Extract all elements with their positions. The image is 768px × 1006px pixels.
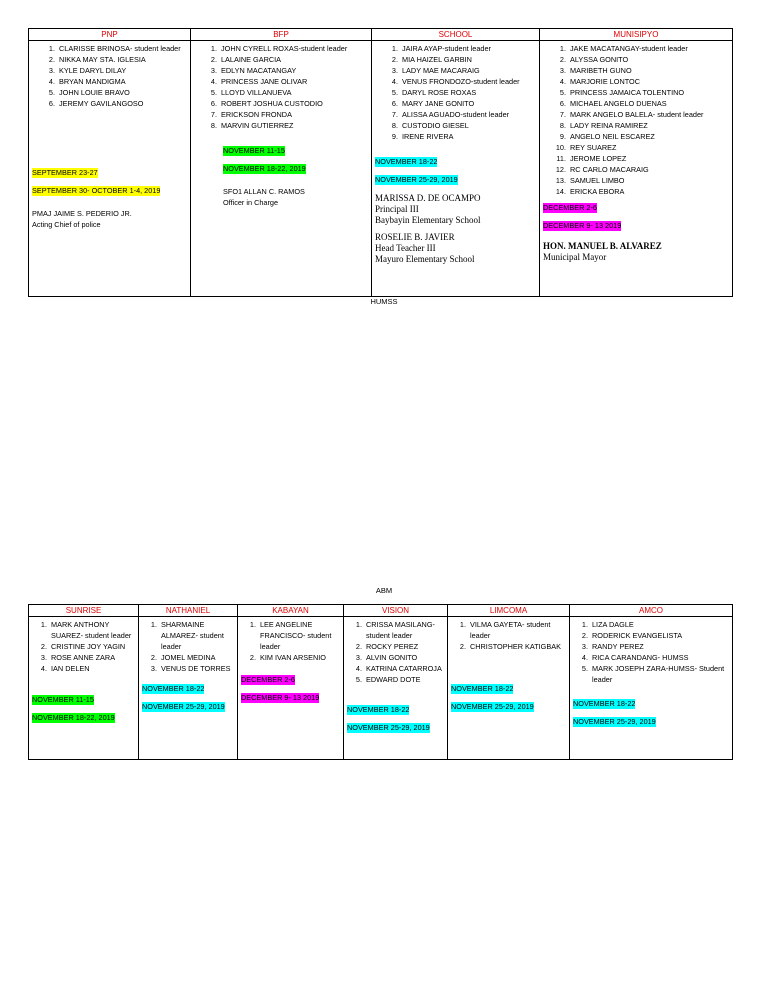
list-item: 6. MARY JANE GONITO <box>391 99 475 108</box>
vision-date-2: NOVEMBER 25-29, 2019 <box>347 723 430 732</box>
list-item: 13. SAMUEL LIMBO <box>555 176 625 185</box>
list-item: 7. MARK ANGELO BALELA- student leader <box>559 110 704 119</box>
sunrise-date-2: NOVEMBER 18-22, 2019 <box>32 713 115 722</box>
list-item: 3. ALVIN GONITO <box>355 653 418 662</box>
pnp-member-list <box>29 43 190 109</box>
nathaniel-member-list <box>139 619 237 674</box>
list-item: 2. CRISTINE JOY YAGIN <box>40 642 126 651</box>
list-item: 3. KYLE DARYL DILAY <box>48 66 127 75</box>
list-item: 6. MICHAEL ANGELO DUENAS <box>559 99 667 108</box>
list-item: 4. MARJORIE LONTOC <box>559 77 641 86</box>
school-member-list <box>372 43 539 142</box>
list-item: 1. JAKE MACATANGAY-student leader <box>559 44 688 53</box>
limcoma-date-2: NOVEMBER 25-29, 2019 <box>451 702 534 711</box>
list-item: 6. JEREMY GAVILANGOSO <box>48 99 144 108</box>
list-item: 3. EDLYN MACATANGAY <box>210 66 297 75</box>
cell-vision <box>344 617 448 760</box>
list-item: 2. RODERICK EVANGELISTA <box>581 631 683 640</box>
list-item: 5. DARYL ROSE ROXAS <box>391 88 477 97</box>
amco-member-list <box>570 619 732 685</box>
list-item: 12. RC CARLO MACARAIG <box>555 165 649 174</box>
list-item: 1. CLARISSE BRINOSA- student leader <box>48 44 181 53</box>
list-item: 1. LIZA DAGLE <box>581 620 634 629</box>
bfp-date-1: NOVEMBER 11-15 <box>223 146 285 155</box>
list-item: 8. MARVIN GUTIERREZ <box>210 121 294 130</box>
list-item: 3. MARIBETH GUNO <box>559 66 632 75</box>
list-item: 4. IAN DELEN <box>40 664 90 673</box>
list-item: 8. CUSTODIO GIESEL <box>391 121 469 130</box>
list-item: 2. JOMEL MEDINA <box>150 653 216 662</box>
school-date-2: NOVEMBER 25-29, 2019 <box>375 175 458 184</box>
list-item: 3. LADY MAE MACARAIG <box>391 66 480 75</box>
list-item: 2. NIKKA MAY STA. IGLESIA <box>48 55 146 64</box>
munisipyo-date-1: DECEMBER 2-6 <box>543 203 597 212</box>
school-date-1: NOVEMBER 18-22 <box>375 157 438 166</box>
pnp-date-2: SEPTEMBER 30- OCTOBER 1-4, 2019 <box>32 186 161 195</box>
mayor-name: HON. MANUEL B. ALVAREZ <box>543 241 662 251</box>
pnp-officer-title: Acting Chief of police <box>32 220 101 229</box>
amco-date-1: NOVEMBER 18-22 <box>573 699 636 708</box>
list-item: 2. ROCKY PEREZ <box>355 642 419 651</box>
school-signatory-2-name: ROSELIE B. JAVIER <box>375 232 455 242</box>
amco-date-2: NOVEMBER 25-29, 2019 <box>573 717 656 726</box>
kabayan-date-2: DECEMBER 9- 13 2019 <box>241 693 320 702</box>
list-item: 1. LEE ANGELINE FRANCISCO- student leader <box>249 620 332 651</box>
school-signatory-1-title: Principal III <box>375 204 419 214</box>
list-item: 1. VILMA GAYETA- student leader <box>459 620 551 640</box>
school-signatory-1-school: Baybayin Elementary School <box>375 215 481 225</box>
header-amco: AMCO <box>570 605 733 617</box>
list-item: 4. PRINCESS JANE OLIVAR <box>210 77 308 86</box>
list-item: 14. ERICKA EBORA <box>555 187 625 196</box>
top-assignment-table <box>28 28 733 297</box>
list-item: 8. LADY REINA RAMIREZ <box>559 121 648 130</box>
cell-school <box>372 41 540 297</box>
list-item: 7. ERICKSON FRONDA <box>210 110 292 119</box>
bfp-date-2: NOVEMBER 18-22, 2019 <box>223 164 306 173</box>
munisipyo-date-2: DECEMBER 9- 13 2019 <box>543 221 622 230</box>
list-item: 1. MARK ANTHONY SUAREZ- student leader <box>40 620 132 640</box>
cell-amco <box>570 617 733 760</box>
list-item: 3. ROSE ANNE ZARA <box>40 653 116 662</box>
list-item: 5. EDWARD DOTE <box>355 675 421 684</box>
list-item: 1. JAIRA AYAP-student leader <box>391 44 491 53</box>
list-item: 1. SHARMAINE ALMAREZ- student leader <box>150 620 224 651</box>
cell-sunrise <box>29 617 139 760</box>
list-item: 10. REY SUAREZ <box>555 143 617 152</box>
cell-kabayan <box>238 617 344 760</box>
list-item: 5. LLOYD VILLANUEVA <box>210 88 292 97</box>
list-item: 7. ALISSA AGUADO-student leader <box>391 110 510 119</box>
header-vision: VISION <box>344 605 448 617</box>
list-item: 4. RICA CARANDANG- HUMSS <box>581 653 689 662</box>
abm-caption: ABM <box>375 586 393 595</box>
pnp-date-1: SEPTEMBER 23-27 <box>32 168 98 177</box>
cell-limcoma <box>448 617 570 760</box>
list-item: 3. VENUS DE TORRES <box>150 664 231 673</box>
list-item: 9. ANGELO NEIL ESCAREZ <box>559 132 655 141</box>
list-item: 2. ALYSSA GONITO <box>559 55 629 64</box>
school-signatory-2-school: Mayuro Elementary School <box>375 254 475 264</box>
nathaniel-date-1: NOVEMBER 18-22 <box>142 684 205 693</box>
header-limcoma: LIMCOMA <box>448 605 570 617</box>
list-item: 9. IRENE RIVERA <box>391 132 454 141</box>
list-item: 5. PRINCESS JAMAICA TOLENTINO <box>559 88 685 97</box>
list-item: 4. BRYAN MANDIGMA <box>48 77 126 86</box>
list-item: 4. VENUS FRONDOZO-student leader <box>391 77 520 86</box>
sunrise-member-list <box>29 619 138 674</box>
cell-bfp <box>191 41 372 297</box>
list-item: 2. KIM IVAN ARSENIO <box>249 653 326 662</box>
list-item: 2. LALAINE GARCIA <box>210 55 282 64</box>
pnp-officer-name: PMAJ JAIME S. PEDERIO JR. <box>32 209 132 218</box>
bfp-officer-name: SFO1 ALLAN C. RAMOS <box>223 187 305 196</box>
list-item: 4. KATRINA CATARROJA <box>355 664 442 673</box>
school-signatory-2-title: Head Teacher III <box>375 243 436 253</box>
cell-munisipyo <box>540 41 733 297</box>
header-school: SCHOOL <box>372 29 540 41</box>
list-item: 5. JOHN LOUIE BRAVO <box>48 88 130 97</box>
cell-nathaniel <box>139 617 238 760</box>
kabayan-member-list <box>238 619 343 663</box>
list-item: 2. MIA HAIZEL GARBIN <box>391 55 472 64</box>
limcoma-date-1: NOVEMBER 18-22 <box>451 684 514 693</box>
bottom-assignment-table <box>28 604 733 760</box>
list-item: 2. CHRISTOPHER KATIGBAK <box>459 642 561 651</box>
bfp-member-list <box>191 43 371 131</box>
header-pnp: PNP <box>29 29 191 41</box>
header-sunrise: SUNRISE <box>29 605 139 617</box>
nathaniel-date-2: NOVEMBER 25-29, 2019 <box>142 702 225 711</box>
bfp-officer-title: Officer in Charge <box>223 198 279 207</box>
school-signatory-1-name: MARISSA D. DE OCAMPO <box>375 193 481 203</box>
list-item: 11. JEROME LOPEZ <box>556 154 627 163</box>
list-item: 6. ROBERT JOSHUA CUSTODIO <box>210 99 323 108</box>
list-item: 3. RANDY PEREZ <box>581 642 644 651</box>
sunrise-date-1: NOVEMBER 11-15 <box>32 695 94 704</box>
munisipyo-member-list <box>540 43 732 197</box>
mayor-title: Municipal Mayor <box>543 252 607 262</box>
list-item: 1. CRISSA MASILANG- student leader <box>355 620 435 640</box>
header-munisipyo: MUNISIPYO <box>540 29 733 41</box>
header-bfp: BFP <box>191 29 372 41</box>
vision-member-list <box>344 619 447 685</box>
humss-caption: HUMSS <box>370 297 398 306</box>
header-nathaniel: NATHANIEL <box>139 605 238 617</box>
limcoma-member-list <box>448 619 569 652</box>
kabayan-date-1: DECEMBER 2-6 <box>241 675 295 684</box>
vision-date-1: NOVEMBER 18-22 <box>347 705 410 714</box>
list-item: 1. JOHN CYRELL ROXAS-student leader <box>210 44 348 53</box>
list-item: 5. MARK JOSEPH ZARA-HUMSS- Student leader <box>581 664 725 684</box>
header-kabayan: KABAYAN <box>238 605 344 617</box>
cell-pnp <box>29 41 191 297</box>
